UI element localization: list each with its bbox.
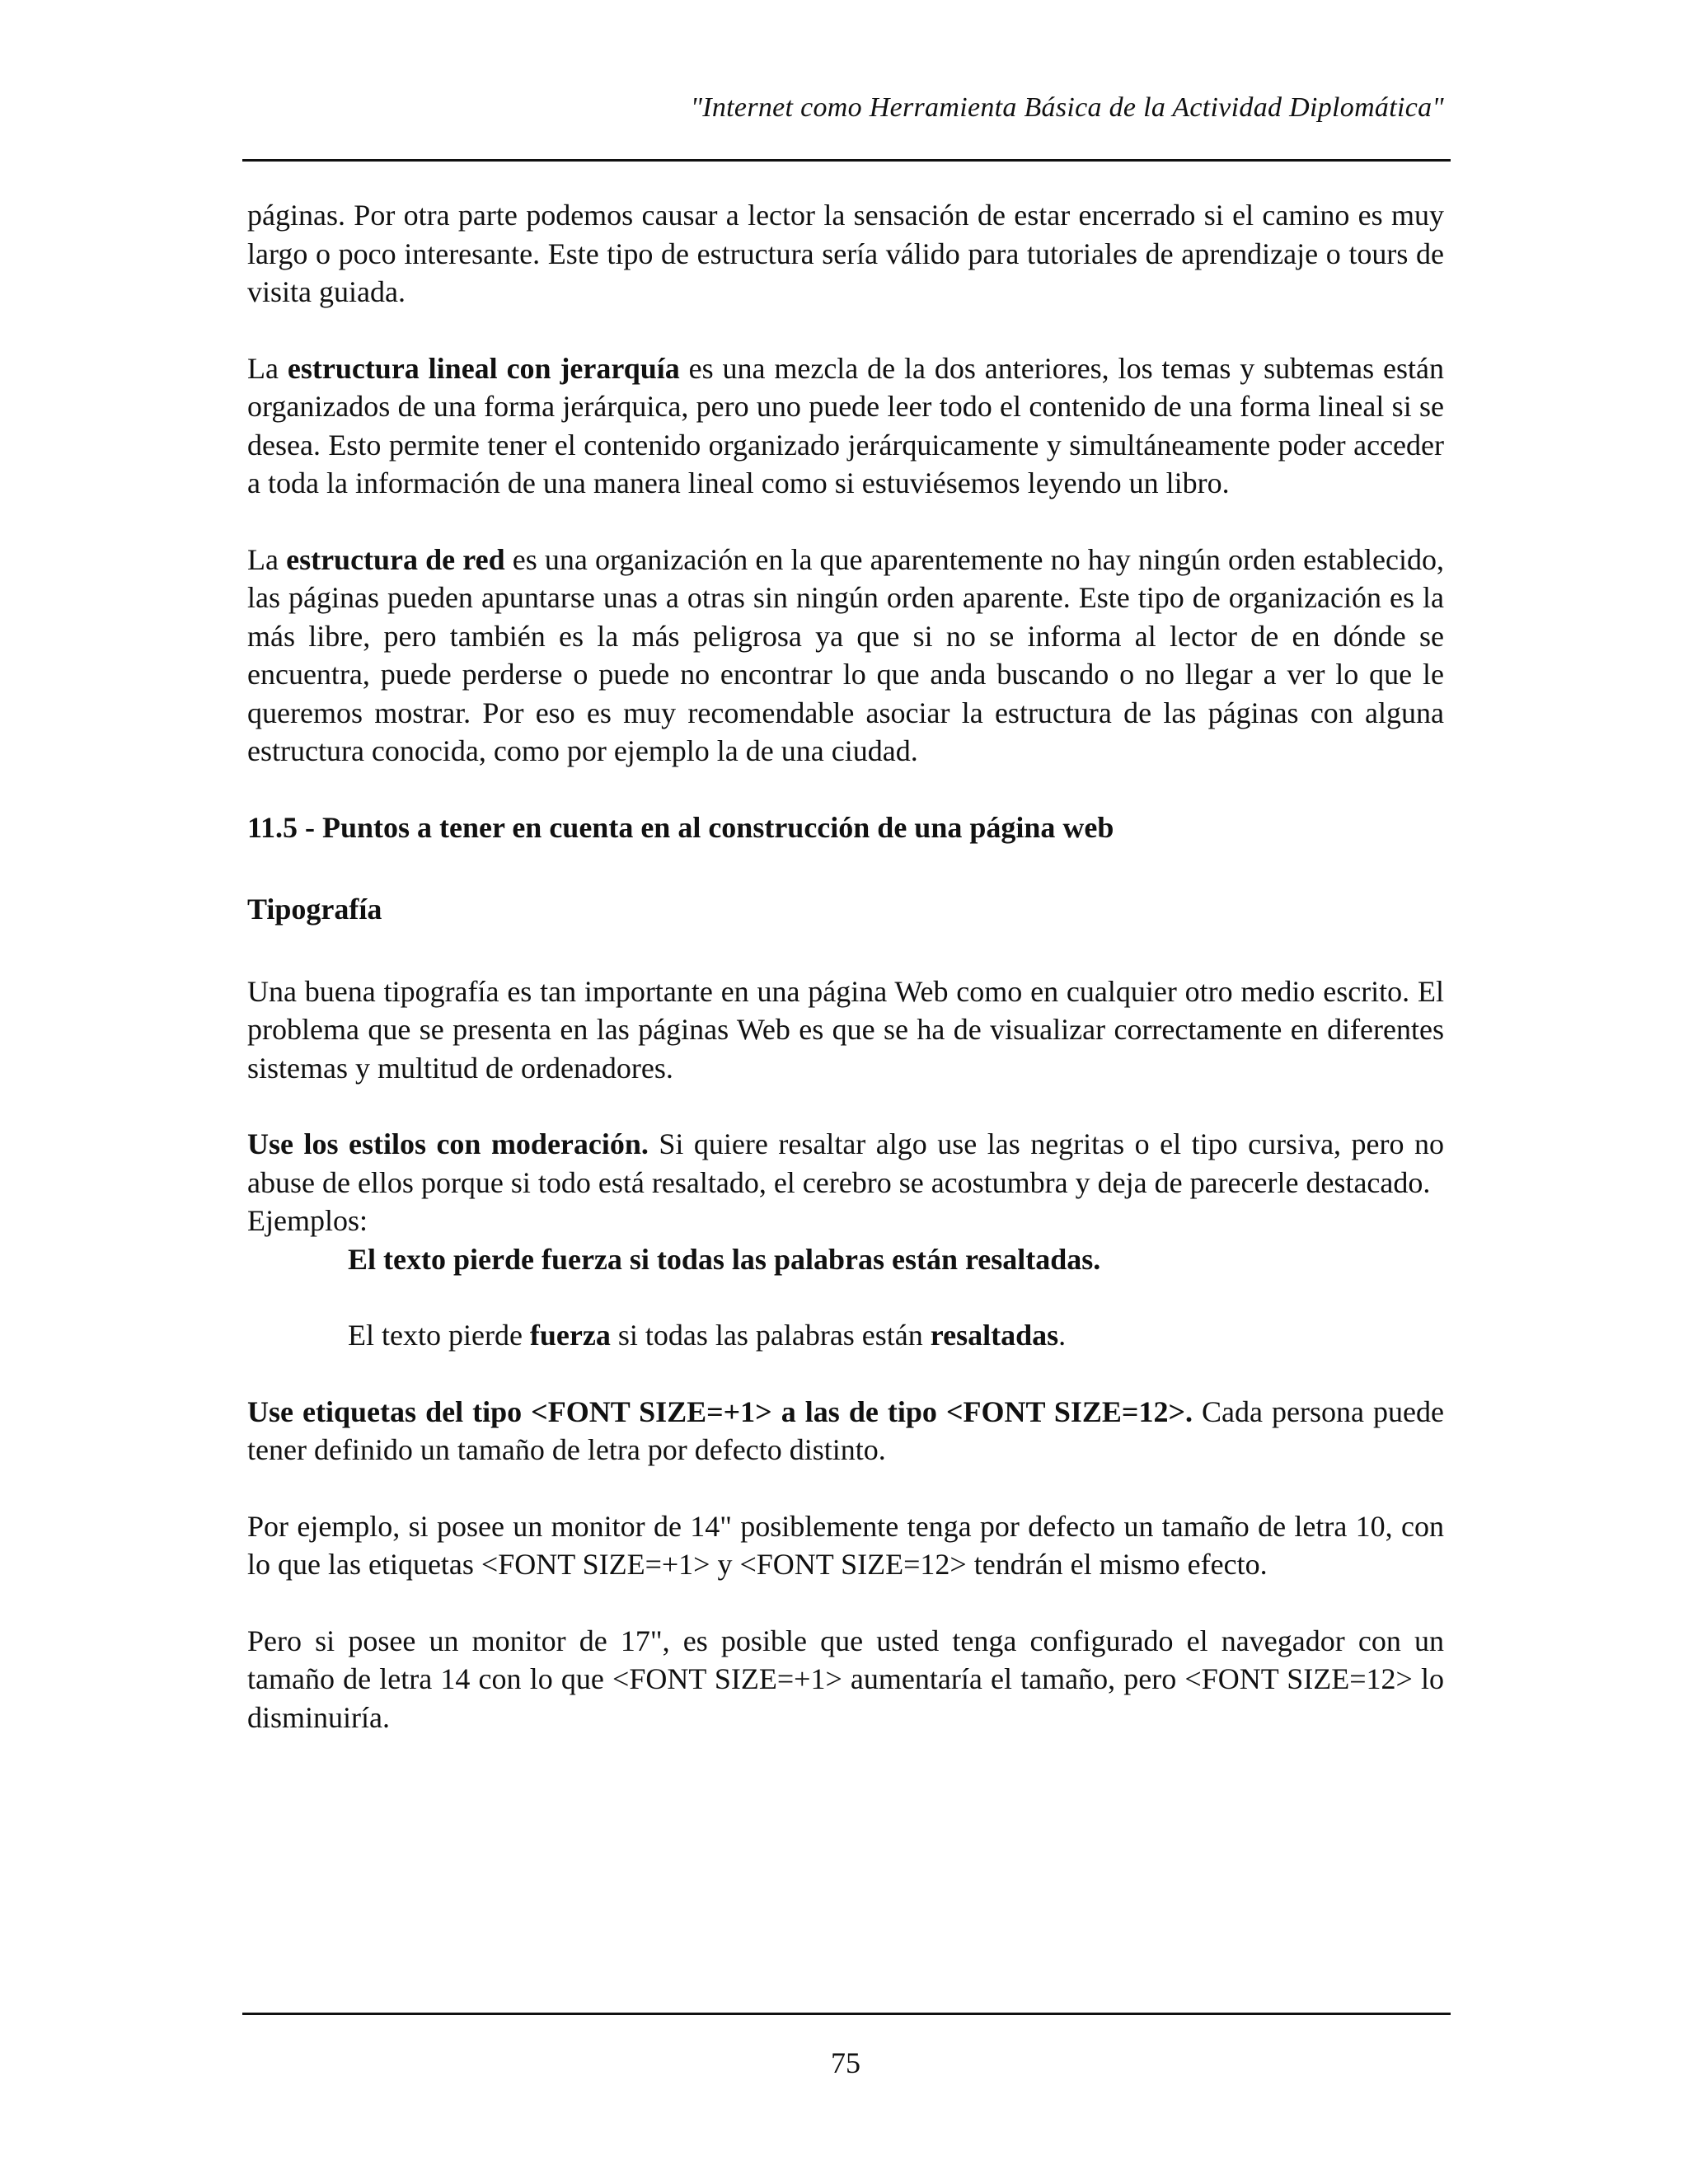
- bold-term: estructura de red: [286, 542, 505, 576]
- example-selective-bold: [348, 1316, 1444, 1355]
- example-text: El texto pierde: [348, 1319, 530, 1352]
- example-bold-word: fuerza: [529, 1319, 611, 1352]
- page-body: [247, 196, 1444, 1774]
- paragraph-text: Cada persona puede tener definido un tamaño de letra por defecto distinto.: [247, 1394, 1444, 1466]
- subsection-heading: Tipografía: [247, 893, 382, 926]
- section-heading: 11.5 - Puntos a tener en cuenta en al construcción de una página web: [247, 810, 1114, 844]
- page-number: 75: [831, 2046, 860, 2079]
- paragraph-text: Si quiere resaltar algo use las negritas o el tipo cursiva, pero no abuse de ellos porque si todo está resaltado, el cerebro se acostumbra y deja de parecerle destacado.: [247, 1127, 1444, 1199]
- example-all-bold: El texto pierde fuerza si todas las palabras están resaltadas.: [348, 1242, 1101, 1276]
- paragraph-styles-moderation: [247, 1125, 1444, 1202]
- paragraph-14-inch-example: Por ejemplo, si posee un monitor de 14" posiblemente tenga por defecto un tamaño de letra 10, con lo que las etiquetas <FONT SIZE=+1> y <FONT SIZE=12> tendrán el mismo efecto.: [247, 1509, 1444, 1581]
- bold-lead: Use los estilos con moderación.: [247, 1127, 649, 1160]
- example-text: si todas las palabras están: [610, 1319, 931, 1352]
- header-rule: [242, 159, 1451, 162]
- paragraph-text: es una organización en la que aparentemente no hay ningún orden establecido, las páginas pueden apuntarse unas a otras sin ningún orden aparente. Este tipo de organización es la más libre, pero también es la más peligrosa ya que si no se informa al lector de en dónde se encuentra, puede perderse o puede no encontrar lo que anda buscando o no llegar a ver lo que le queremos mostrar. Por eso es muy recomendable asociar la estructura de las páginas con alguna estructura conocida, como por ejemplo la de una ciudad.: [247, 542, 1445, 767]
- paragraph-text: La: [247, 542, 287, 576]
- paragraph-network-structure: [247, 541, 1444, 771]
- paragraph-hierarchical-structure: [247, 349, 1444, 503]
- paragraph-text: La: [247, 351, 288, 385]
- paragraph-typography-intro: Una buena tipografía es tan importante en una página Web como en cualquier otro medio escrito. El problema que se presenta en las páginas Web es que se ha de visualizar correctamente en diferentes sistemas y multitud de ordenadores.: [247, 974, 1444, 1085]
- bold-lead: Use etiquetas del tipo <FONT SIZE=+1> a las de tipo <FONT SIZE=12>.: [247, 1394, 1193, 1428]
- paragraph-17-inch-example: Pero si posee un monitor de 17", es posible que usted tenga configurado el navegador con un tamaño de letra 14 con lo que <FONT SIZE=+1> aumentaría el tamaño, pero <FONT SIZE=12> lo disminuiría.: [247, 1624, 1444, 1734]
- paragraph-text: es una mezcla de la dos anteriores, los temas y subtemas están organizados de una forma jerárquica, pero uno puede leer todo el contenido de una forma lineal si se desea. Esto permite tener el contenido organizado jerárquicamente y simultáneamente poder acceder a toda la información de una manera lineal como si estuviésemos leyendo un libro.: [247, 351, 1444, 499]
- examples-label: Ejemplos:: [247, 1204, 368, 1237]
- example-text: .: [1058, 1319, 1067, 1352]
- paragraph-font-size-tags: [247, 1393, 1444, 1469]
- bold-term: estructura lineal con jerarquía: [287, 351, 680, 385]
- paragraph-linear-structure-end: páginas. Por otra parte podemos causar a lector la sensación de estar encerrado si el camino es muy largo o poco interesante. Este tipo de estructura sería válido para tutoriales de aprendizaje o tours de visita guiada.: [247, 199, 1444, 308]
- footer-rule: [242, 2013, 1451, 2015]
- running-header: "Internet como Herramienta Básica de la Actividad Diplomática": [690, 92, 1444, 123]
- example-bold-word: resaltadas: [930, 1319, 1059, 1352]
